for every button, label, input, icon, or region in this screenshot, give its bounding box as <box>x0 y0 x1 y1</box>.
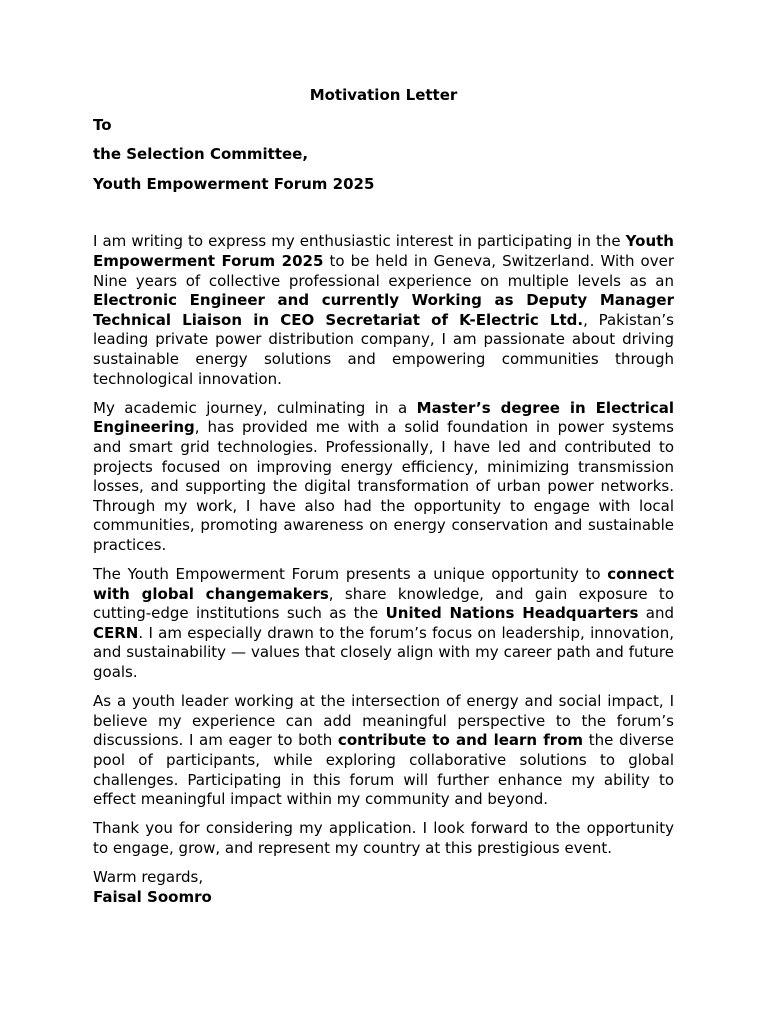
signature-name: Faisal Soomro <box>93 887 212 906</box>
text-segment: , Pakistan’s leading private power distribution company, I am passionate about driving sustainable energy solutions and empowering communities through technological innovation. <box>93 310 675 388</box>
bold-cern: CERN <box>93 623 139 642</box>
letter-page <box>93 86 674 907</box>
bold-job-title: Electronic Engineer and currently Working as Deputy Manager Technical Liaison in CEO Secretariat of K-Electric Ltd. <box>93 291 674 329</box>
text-segment: . I am especially drawn to the forum’s focus on leadership, innovation, and sustainability — values that closely align with my career path and future goals. <box>93 623 674 682</box>
bold-forum-name: Youth Empowerment Forum 2025 <box>93 232 674 270</box>
closing-line: Warm regards, <box>93 868 204 887</box>
paragraph-intro <box>93 232 674 389</box>
paragraph-thanks <box>93 819 674 858</box>
text-segment: and <box>638 604 675 623</box>
bold-un-hq: United Nations Headquarters <box>385 604 639 623</box>
text-segment: As a youth leader working at the intersection of energy and social impact, I believe my experience can add meaningful perspective to the forum’s discussions. I am eager to both <box>93 692 674 750</box>
bold-changemakers: connect with global changemakers <box>93 565 674 603</box>
recipient-forum: Youth Empowerment Forum 2025 <box>93 174 375 193</box>
letter-title: Motivation Letter <box>309 86 458 104</box>
recipient-committee: the Selection Committee, <box>93 145 309 164</box>
text-segment: , has provided me with a solid foundation in power systems and smart grid technologies. Professionally, I have led and contributed to projects focused on improving energy efficiency, minimizing transmission losses, and supporting the digital transformation of urban power networks. Through my work, I have also had the opportunity to engage with local communities, promoting awareness on energy conservation and sustainable practices. <box>93 418 674 554</box>
paragraph-opportunity <box>93 565 674 683</box>
paragraph-leadership <box>93 692 674 810</box>
text-segment: I am writing to express my enthusiastic interest in participating in the <box>93 232 626 251</box>
bold-degree: Master’s degree in Electrical Engineering <box>93 398 674 437</box>
text-segment: the diverse pool of participants, while exploring collaborative solutions to global challenges. Participating in this forum will further enhance my ability to effect meaningful impact within my community and beyond. <box>93 731 674 809</box>
text-segment: to be held in Geneva, Switzerland. With over Nine years of collective professional experience on multiple levels as an <box>93 251 675 290</box>
recipient-to: To <box>93 115 112 134</box>
text-segment: My academic journey, culminating in a <box>93 398 417 417</box>
bold-contribute: contribute to and learn from <box>337 731 584 750</box>
text-segment: , share knowledge, and gain exposure to cutting-edge institutions such as the <box>93 584 674 623</box>
text-segment: Thank you for considering my application. I look forward to the opportunity to engage, grow, and represent my country at this prestigious event. <box>93 819 674 857</box>
paragraph-academic <box>93 399 674 556</box>
text-segment: The Youth Empowerment Forum presents a unique opportunity to <box>93 565 608 584</box>
